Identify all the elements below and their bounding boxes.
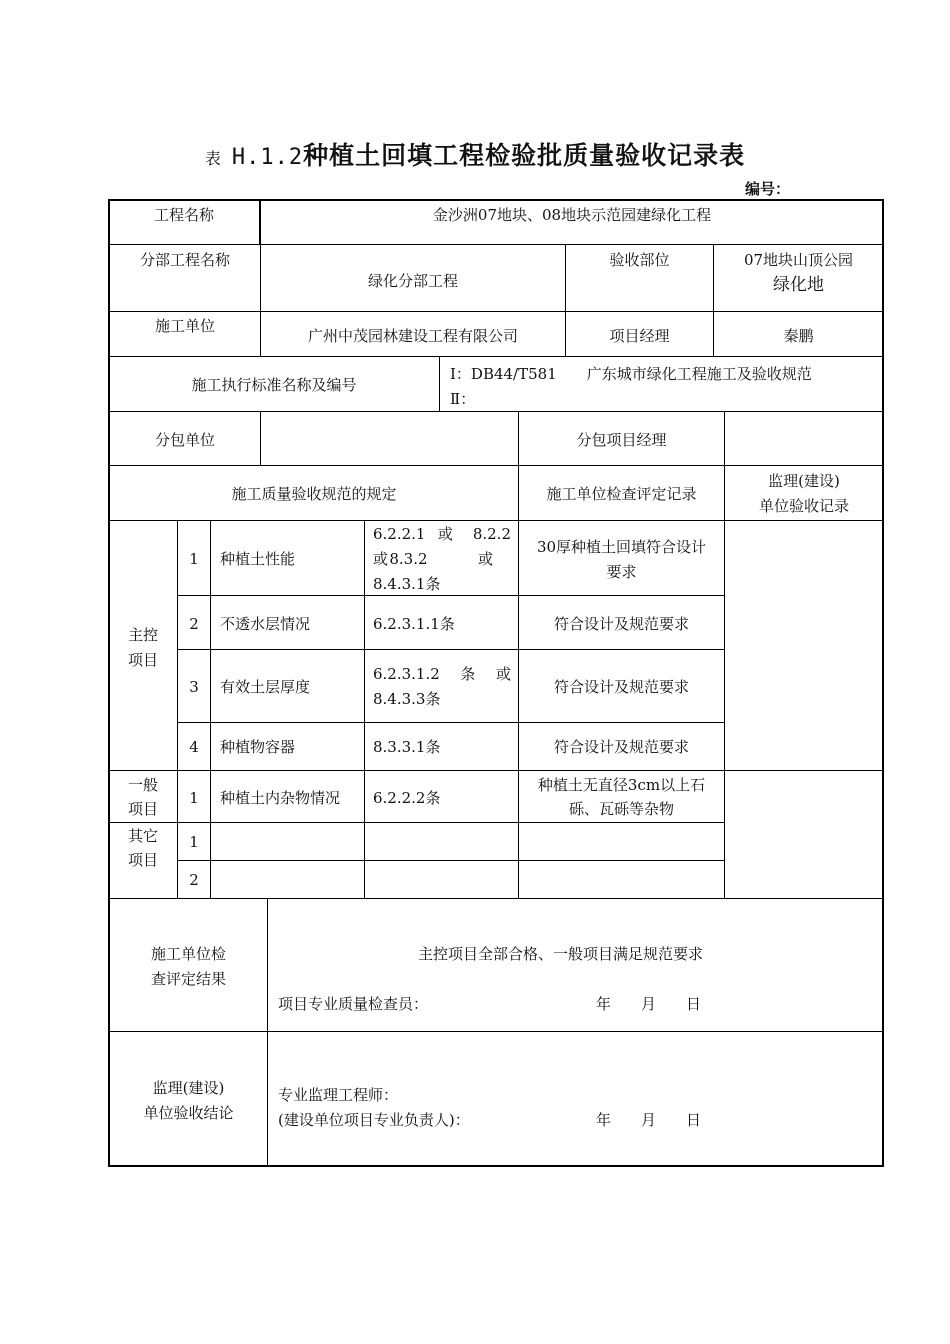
- spec-header: 施工质量验收规范的规定: [231, 485, 397, 503]
- general-item-record: 种植土无直径3cm以上石: [537, 776, 706, 794]
- quality-inspector-label: 项目专业质量检查员：: [278, 995, 429, 1013]
- main-item-spec: 8.4.3.3条: [373, 690, 441, 708]
- general-items-label-line2: 项目: [127, 800, 158, 818]
- general-item-name: 种植土内杂物情况: [220, 789, 341, 807]
- main-item-no: 4: [189, 738, 199, 756]
- acceptance-part-line1: 07地块山顶公园: [743, 251, 854, 269]
- page-title: [0, 136, 950, 172]
- standard-line2: Ⅱ：: [450, 390, 476, 408]
- supervising-engineer-label: 专业监理工程师：: [278, 1086, 399, 1104]
- sub-unit-label: 分包单位: [154, 431, 215, 449]
- project-name: 金沙洲07地块、08地块示范园建绿化工程: [432, 206, 712, 224]
- main-items-label-line1: 主控: [127, 626, 158, 644]
- general-items-label-line1: 一般: [127, 776, 158, 794]
- sub-manager-label: 分包项目经理: [576, 431, 667, 449]
- construction-unit: 广州中茂园林建设工程有限公司: [307, 327, 518, 345]
- other-item-no: 1: [189, 833, 199, 851]
- main-item-spec: 或8.3.2 或: [373, 550, 493, 568]
- main-item-record: 要求: [606, 563, 637, 581]
- main-items-label-line2: 项目: [127, 651, 158, 669]
- main-item-spec: 6.2.3.1.1条: [373, 615, 455, 633]
- general-item-record: 砾、瓦砾等杂物: [568, 800, 674, 818]
- other-item-no: 2: [189, 871, 199, 889]
- main-item-spec: 6.2.2.1 或 8.2.2: [373, 525, 511, 543]
- supervision-header-line2: 单位验收记录: [758, 497, 849, 515]
- result-date: 年 月 日: [596, 995, 702, 1013]
- conclusion-label-line1: 监理(建设): [152, 1079, 225, 1097]
- main-item-record: 30厚种植土回填符合设计: [536, 538, 707, 556]
- main-item-no: 1: [189, 550, 199, 568]
- main-item-record: 符合设计及规范要求: [553, 678, 689, 696]
- supervision-header-line1: 监理(建设): [768, 472, 840, 490]
- standard-label: 施工执行标准名称及编号: [191, 376, 357, 394]
- project-manager-label: 项目经理: [609, 327, 670, 345]
- other-items-label-line1: 其它: [127, 827, 158, 845]
- main-item-spec: 6.2.3.1.2 条 或: [373, 665, 511, 683]
- construction-unit-label: 施工单位: [154, 317, 215, 335]
- conclusion-label-line2: 单位验收结论: [143, 1104, 234, 1122]
- main-item-spec: 8.4.3.1条: [373, 575, 441, 593]
- title-main: 种植土回填工程检验批质量验收记录表: [303, 141, 746, 170]
- subproject-label: 分部工程名称: [139, 251, 230, 269]
- title-prefix: 表: [204, 149, 222, 168]
- main-item-record: 符合设计及规范要求: [553, 738, 689, 756]
- main-item-name: 种植物容器: [220, 738, 296, 756]
- result-text: 主控项目全部合格、一般项目满足规范要求: [418, 945, 704, 963]
- subproject-name: 绿化分部工程: [367, 272, 458, 290]
- title-code: H.1.2: [231, 145, 304, 170]
- main-item-name: 不透水层情况: [220, 615, 311, 633]
- standard-line1: Ⅰ：DB44/T581 广东城市绿化工程施工及验收规范: [450, 365, 812, 383]
- project-name-label: 工程名称: [153, 206, 214, 224]
- serial-number-label: 编号：: [745, 180, 791, 198]
- result-label-line2: 查评定结果: [150, 970, 226, 988]
- main-item-name: 有效土层厚度: [220, 678, 311, 696]
- result-label-line1: 施工单位检: [150, 945, 226, 963]
- main-item-record: 符合设计及规范要求: [553, 615, 689, 633]
- owner-representative-label: (建设单位项目专业负责人)：: [278, 1111, 470, 1129]
- acceptance-part-line2: 绿化地: [773, 275, 824, 295]
- other-items-label-line2: 项目: [127, 851, 158, 869]
- main-item-no: 2: [189, 615, 199, 633]
- main-item-name: 种植土性能: [220, 550, 296, 568]
- main-item-spec: 8.3.3.1条: [373, 738, 441, 756]
- main-item-no: 3: [189, 678, 199, 696]
- acceptance-part-label: 验收部位: [609, 251, 670, 269]
- general-item-no: 1: [189, 789, 199, 807]
- record-header: 施工单位检查评定记录: [546, 485, 697, 503]
- project-manager: 秦鹏: [783, 327, 814, 345]
- conclusion-date: 年 月 日: [596, 1111, 702, 1129]
- general-item-spec: 6.2.2.2条: [373, 789, 441, 807]
